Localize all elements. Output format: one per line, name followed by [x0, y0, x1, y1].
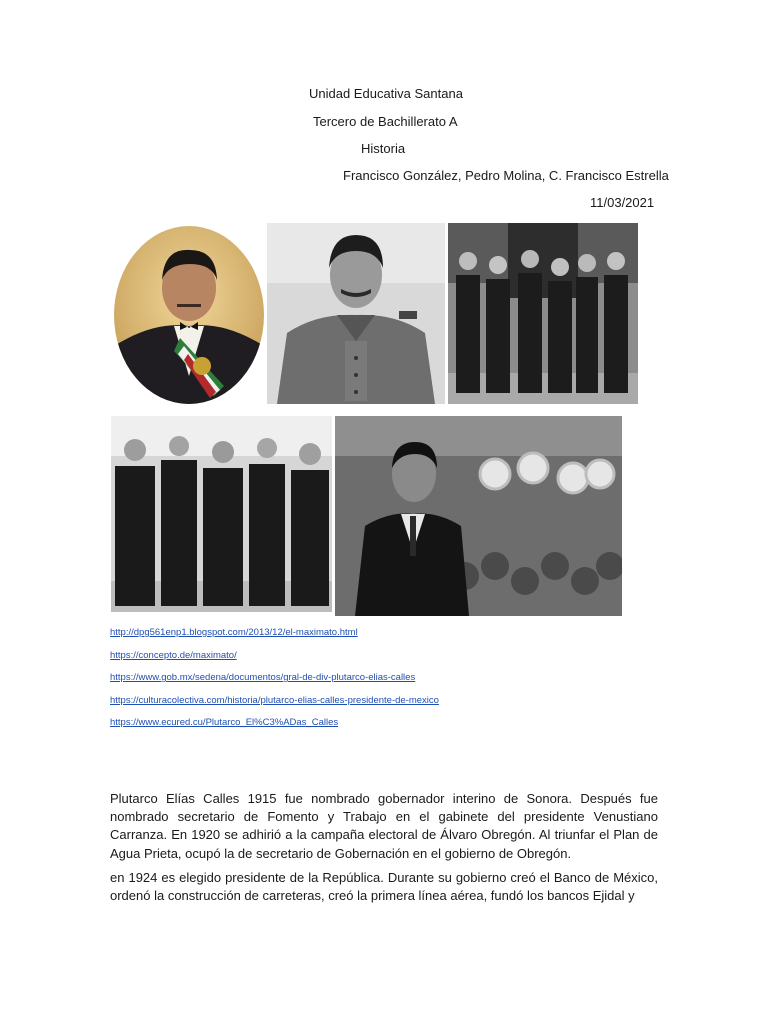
- date-line: 11/03/2021: [590, 195, 655, 210]
- grade-line: Tercero de Bachillerato A: [313, 114, 458, 129]
- group-photo-image: [448, 223, 638, 404]
- officials-crowd-image: [111, 416, 332, 612]
- authors-line: Francisco González, Pedro Molina, C. Francisco Estrella: [343, 168, 669, 183]
- portrait-painting-image: [114, 226, 264, 404]
- reference-link[interactable]: https://www.ecured.cu/Plutarco_El%C3%ADas_Calles: [110, 717, 339, 729]
- reference-links: [110, 627, 439, 740]
- reference-link[interactable]: https://www.gob.mx/sedena/documentos/gral-de-div-plutarco-elias-calles: [110, 672, 416, 684]
- military-portrait-image: [267, 223, 445, 404]
- reference-link[interactable]: https://concepto.de/maximato/: [110, 649, 237, 661]
- rally-band-image: [335, 416, 622, 616]
- reference-link[interactable]: https://culturacolectiva.com/historia/plutarco-elias-calles-presidente-de-mexico: [110, 694, 439, 706]
- body-paragraph: Plutarco Elías Calles 1915 fue nombrado gobernador interino de Sonora. Después fue nombrado secretario de Fomento y Trabajo en el gabinete del presidente Venustiano Carranza. En 1920 se adhirió a la campaña electoral de Álvaro Obregón. Al triunfar el Plan de Agua Prieta, ocupó la de secretario de Gobernación en el gobierno de Obregón.: [110, 791, 658, 861]
- body-paragraph: en 1924 es elegido presidente de la República. Durante su gobierno creó el Banco de México, ordenó la construcción de carreteras, creó la primera línea aérea, fundó los bancos Ejidal y: [110, 870, 658, 904]
- school-name: Unidad Educativa Santana: [309, 86, 463, 101]
- reference-link[interactable]: http://dpg561enp1.blogspot.com/2013/12/el-maximato.html: [110, 627, 358, 638]
- subject-line: Historia: [361, 141, 406, 156]
